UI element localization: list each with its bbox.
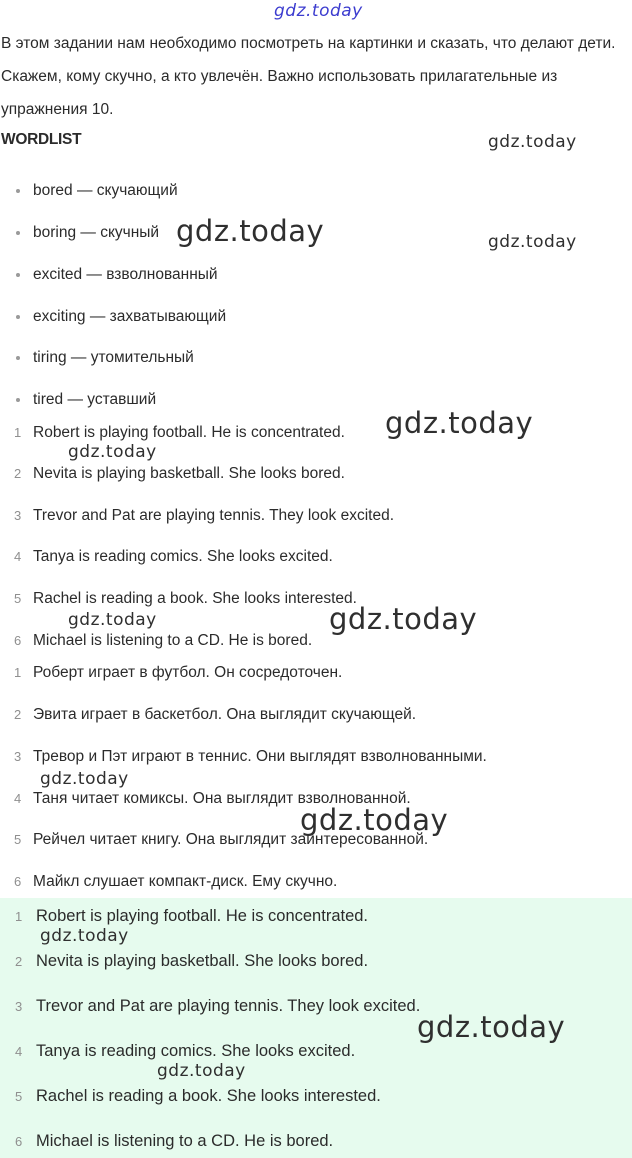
watermark: gdz.today	[488, 132, 577, 152]
answer-en-item: 3 Trevor and Pat are playing tennis. They look excited.	[14, 507, 395, 524]
highlighted-item: 5 Rachel is reading a book. She looks interested.	[15, 1087, 381, 1105]
wordlist-title: WORDLIST	[1, 131, 82, 148]
watermark: gdz.today	[40, 926, 129, 946]
answer-ru-item: 4 Таня читает комиксы. Она выглядит взволнованной.	[14, 790, 411, 807]
watermark: gdz.today	[300, 803, 449, 837]
bullet-icon	[16, 189, 20, 193]
answer-ru-item: 1 Роберт играет в футбол. Он сосредоточен.	[14, 664, 343, 681]
answer-en-item: 6 Michael is listening to a CD. He is bored.	[14, 632, 313, 649]
watermark: gdz.today	[417, 1010, 566, 1044]
answer-en-item: 4 Tanya is reading comics. She looks excited.	[14, 548, 333, 565]
highlighted-item: 6 Michael is listening to a CD. He is bored.	[15, 1132, 334, 1150]
watermark: gdz.today	[385, 406, 534, 440]
wordlist-item: excited — взволнованный	[16, 264, 218, 286]
answer-en-item: 2 Nevita is playing basketball. She looks bored.	[14, 465, 345, 482]
answer-ru-item: 5 Рейчел читает книгу. Она выглядит заинтересованной.	[14, 831, 429, 848]
wordlist-item: tired — уставший	[16, 389, 156, 411]
wordlist-item: exciting — захватывающий	[16, 306, 226, 328]
watermark-top: gdz.today	[274, 1, 363, 21]
wordlist-item: bored — скучающий	[16, 180, 178, 202]
bullet-icon	[16, 356, 20, 360]
watermark: gdz.today	[40, 769, 129, 789]
wordlist-item: tiring — утомительный	[16, 347, 194, 369]
bullet-icon	[16, 231, 20, 235]
highlighted-item: 2 Nevita is playing basketball. She looks bored.	[15, 952, 369, 970]
highlighted-item: 4 Tanya is reading comics. She looks excited.	[15, 1042, 356, 1060]
answer-ru-item: 6 Майкл слушает компакт-диск. Ему скучно.	[14, 873, 338, 890]
watermark: gdz.today	[488, 232, 577, 252]
answer-en-item: 1 Robert is playing football. He is concentrated.	[14, 424, 345, 441]
answer-ru-item: 3 Тревор и Пэт играют в теннис. Они выглядят взволнованными.	[14, 748, 487, 765]
watermark: gdz.today	[157, 1061, 246, 1081]
answer-ru-item: 2 Эвита играет в баскетбол. Она выглядит скучающей.	[14, 706, 417, 723]
answer-en-item: 5 Rachel is reading a book. She looks interested.	[14, 590, 357, 607]
bullet-icon	[16, 315, 20, 319]
watermark: gdz.today	[176, 214, 325, 248]
watermark: gdz.today	[68, 442, 157, 462]
wordlist-item: boring — скучный	[16, 222, 159, 244]
watermark: gdz.today	[68, 610, 157, 630]
bullet-icon	[16, 273, 20, 277]
highlighted-item: 3 Trevor and Pat are playing tennis. They look excited.	[15, 997, 421, 1015]
bullet-icon	[16, 398, 20, 402]
highlighted-item: 1 Robert is playing football. He is concentrated.	[15, 907, 369, 925]
watermark: gdz.today	[329, 602, 478, 636]
intro-text: В этом задании нам необходимо посмотреть на картинки и сказать, что делают дети. Скажем, кому скучно, а кто увлечён. Важно использовать прилагательные из упражнения 10.	[1, 35, 616, 118]
